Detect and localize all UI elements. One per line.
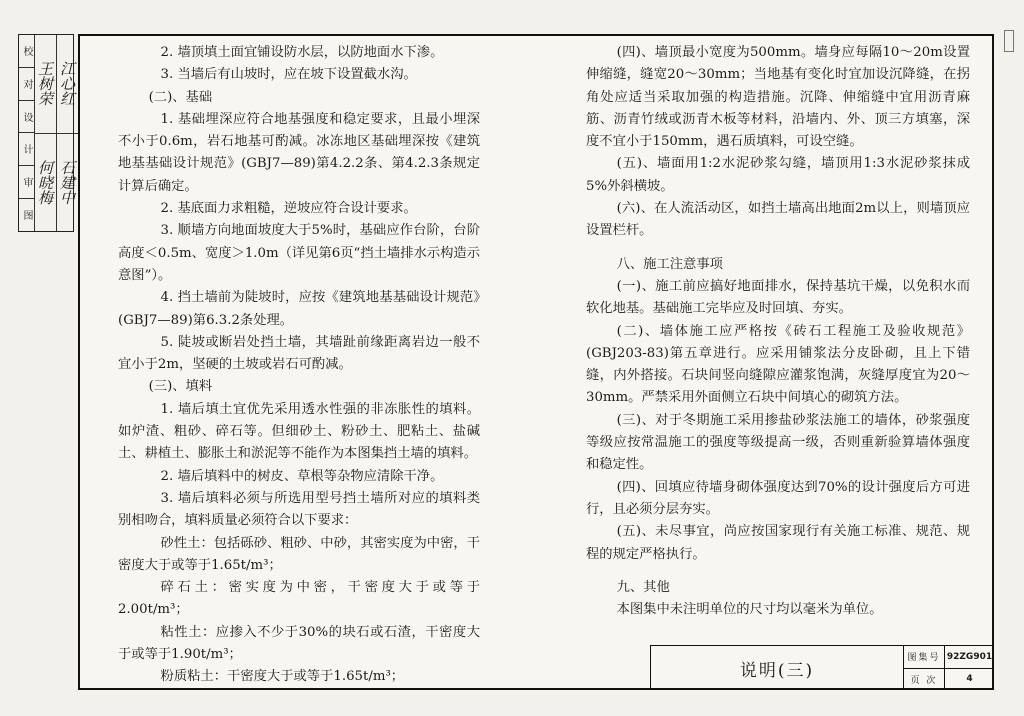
paragraph: 4. 挡土墙前为陡坡时，应按《建筑地基基础设计规范》(GBJ7—89)第6.3.2条处理。: [118, 290, 480, 328]
signature: 江心红: [57, 35, 78, 134]
sheet-title: 说明(三): [651, 646, 904, 690]
paragraph: 九、其他: [616, 579, 670, 595]
atlas-number-label: 图集号: [904, 646, 945, 668]
edge-mark: [1004, 30, 1014, 52]
paragraph: 3. 顺墙方向地面坡度大于5%时，基础应作台阶，台阶高度＜0.5m、宽度＞1.0m（详见第6页“挡土墙排水示构造示意图”）。: [118, 223, 481, 283]
paragraph: (四)、墙顶最小宽度为500mm。墙身应每隔10～20m设置伸缩缝，缝宽20～30mm；当地基有变化时宜加设沉降缝，在拐角处应适当采取加强的构造措施。沉降、伸缩缝中宜用沥青麻筋、沥青竹绒或沥青木板等材料，沿墙内、外、顶三方填塞，深度不宜小于150mm，遇石质填料，可设空缝。: [586, 45, 970, 150]
paragraph: (二)、基础: [148, 89, 213, 105]
signature: 王树荣: [35, 35, 56, 134]
paragraph: 1. 墙后填土宜优先采用透水性强的非冻胀性的填料。如炉渣、粗砂、碎石等。但细砂土、粉砂土、肥粘土、盐碱土、耕植土、膨胀土和淤泥等不能作为本图集挡土墙的填料。: [118, 401, 480, 462]
sidebar-label: 对: [19, 68, 34, 101]
paragraph: (五)、墙面用1:2水泥砂浆勾缝，墙顶用1:3水泥砂浆抹成5%外斜横坡。: [586, 156, 970, 194]
sidebar-label: 设: [19, 101, 34, 134]
paragraph: (二)、墙体施工应严格按《砖石工程施工及验收规范》(GBJ203-83)第五章进行。应采用铺浆法分皮卧砌，且上下错缝，内外搭接。石块间竖向缝隙应灌浆饱满，灰缝厚度宜为20～30mm。严禁采用外面侧立石块中间填心的砌筑方法。: [586, 323, 970, 406]
paragraph: 本图集中未注明单位的尺寸均以毫米为单位。: [616, 602, 883, 618]
signature: 何晓梅: [36, 159, 54, 205]
signature: 石建中: [58, 159, 76, 205]
approval-sidebar: [18, 34, 74, 232]
atlas-number-row: [904, 646, 994, 669]
page-number-row: [904, 669, 994, 691]
page-number-label: 页 次: [904, 669, 945, 691]
paragraph: 3. 墙后填料必须与所选用型号挡土墙所对应的填料类别相吻合，填料质量必须符合以下要求：: [118, 490, 480, 529]
left-text-column: [118, 42, 480, 689]
sidebar-signature-column: [35, 35, 57, 231]
paragraph: 3. 当墙后有山坡时，应在坡下设置截水沟。: [160, 67, 417, 83]
paragraph-spacer: [586, 566, 970, 577]
sidebar-label: 计: [19, 133, 34, 166]
sidebar-signature-column: [57, 35, 78, 231]
paragraph: (一)、施工前应搞好地面排水，保持基坑干燥，以免积水而软化地基。基础施工完毕应及时回填、夯实。: [586, 278, 970, 317]
sidebar-label-column: [19, 35, 35, 231]
paragraph: 砂性土：包括砾砂、粗砂、中砂，其密实度为中密，干密度大于或等于1.65t/m³；: [118, 535, 480, 573]
paragraph: (五)、未尽事宜，尚应按国家现行有关施工标准、规范、规程的规定严格执行。: [586, 524, 970, 562]
paragraph: 粉质粘土：干密度大于或等于1.65t/m³；: [160, 669, 405, 685]
sidebar-label: 校: [19, 35, 34, 68]
atlas-number: 92ZG901: [946, 651, 993, 662]
paragraph: 2. 基底面力求粗糙，逆坡应符合设计要求。: [160, 201, 417, 217]
sidebar-label: 审: [19, 166, 34, 199]
paragraph: 5. 陡坡或断岩处挡土墙，其墙趾前缘距离岩边一般不宜小于2m，坚硬的土坡或岩石可酌减。: [118, 334, 480, 373]
paragraph: 2. 墙后填料中的树皮、草根等杂物应清除干净。: [160, 468, 444, 484]
paragraph: (三)、对于冬期施工采用掺盐砂浆法施工的墙体，砂浆强度等级应按常温施工的强度等级提高一级，否则重新验算墙体强度和稳定性。: [586, 412, 970, 473]
paragraph: 1. 基础埋深应符合地基强度和稳定要求，且最小埋深不小于0.6m，岩石地基可酌减。冰冻地区基础埋深按《建筑地基基础设计规范》(GBJ7—89)第4.2.2条、第4.2.3条规定计算后确定。: [118, 111, 480, 194]
title-block: [650, 645, 994, 690]
sidebar-label: 图: [21, 210, 32, 221]
paragraph-spacer: [586, 243, 970, 254]
right-text-column: [586, 42, 970, 621]
paragraph: (四)、回填应待墙身砌体强度达到70%的设计强度后方可进行，且必须分层夯实。: [586, 479, 970, 517]
paragraph: 碎石土：密实度为中密，干密度大于或等于2.00t/m³；: [118, 580, 480, 618]
title-block-grid: [904, 646, 994, 690]
paragraph: 2. 墙顶填土面宜铺设防水层，以防地面水下渗。: [160, 45, 444, 60]
paragraph: 粘性土：应掺入不少于30%的块石或石渣，干密度大于或等于1.90t/m³；: [118, 624, 480, 663]
page-number: 4: [966, 674, 973, 685]
paragraph: (三)、填料: [148, 379, 213, 395]
paragraph: (六)、在人流活动区，如挡土墙高出地面2m以上，则墙顶应设置栏杆。: [586, 201, 970, 239]
paragraph: 八、施工注意事项: [616, 256, 723, 272]
